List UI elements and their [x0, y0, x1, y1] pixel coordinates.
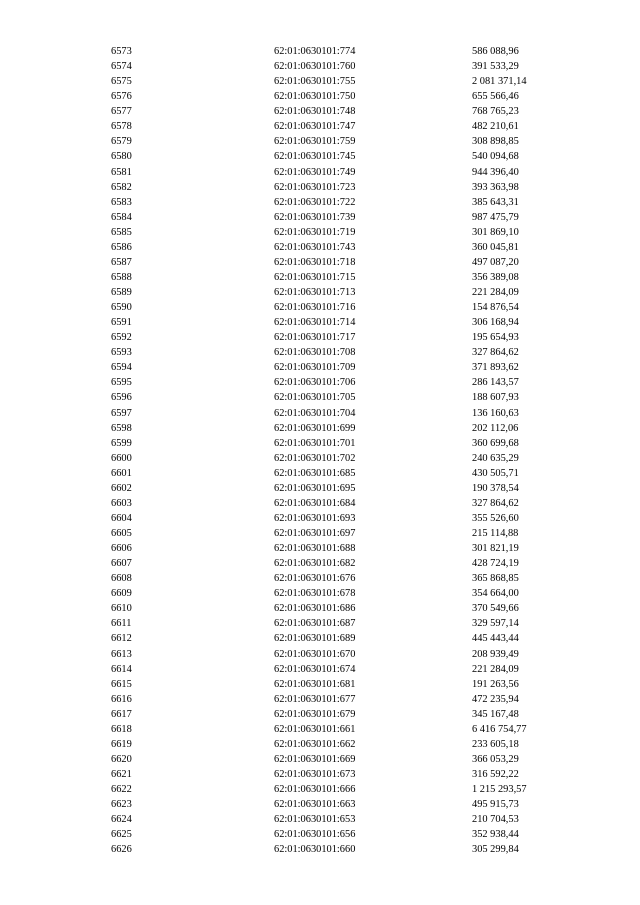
- row-number: 6598: [111, 422, 132, 434]
- table-row: [0, 330, 640, 345]
- table-row: [0, 722, 640, 737]
- cadastral-value: 586 088,96: [472, 46, 519, 57]
- cadastral-number: 62:01:0630101:748: [274, 106, 356, 118]
- row-number: 6615: [111, 678, 132, 690]
- table-row: [0, 842, 640, 857]
- table-row: [0, 737, 640, 752]
- cadastral-value: 428 724,19: [472, 558, 519, 570]
- row-number: 6591: [111, 317, 132, 329]
- table-row: [0, 466, 640, 481]
- row-number: 6606: [111, 543, 132, 555]
- cadastral-number: 62:01:0630101:745: [274, 151, 356, 163]
- cadastral-number: 62:01:0630101:662: [274, 738, 356, 750]
- cadastral-value: 655 566,46: [472, 91, 519, 103]
- cadastral-number: 62:01:0630101:689: [274, 633, 356, 645]
- table-row: [0, 210, 640, 225]
- row-number: 6596: [111, 392, 132, 404]
- cadastral-number: 62:01:0630101:705: [274, 392, 356, 404]
- cadastral-value: 329 597,14: [472, 618, 519, 630]
- table-row: [0, 165, 640, 180]
- table-row: [0, 180, 640, 195]
- cadastral-number: 62:01:0630101:679: [274, 708, 356, 720]
- table-row: [0, 616, 640, 631]
- table-row: [0, 104, 640, 119]
- cadastral-value: 472 235,94: [472, 693, 519, 705]
- table-row: [0, 571, 640, 586]
- row-number: 6612: [111, 633, 132, 645]
- table-row: [0, 406, 640, 421]
- row-number: 6589: [111, 287, 132, 298]
- table-row: [0, 511, 640, 526]
- cadastral-value: 191 263,56: [472, 678, 519, 690]
- cadastral-number: 62:01:0630101:661: [274, 723, 356, 735]
- cadastral-number: 62:01:0630101:660: [274, 844, 356, 856]
- cadastral-number: 62:01:0630101:747: [274, 121, 356, 133]
- row-number: 6625: [111, 829, 132, 841]
- row-number: 6603: [111, 497, 132, 509]
- cadastral-number: 62:01:0630101:709: [274, 362, 356, 374]
- cadastral-value: 345 167,48: [472, 708, 519, 720]
- row-number: 6585: [111, 226, 132, 238]
- cadastral-value: 233 605,18: [472, 738, 519, 750]
- cadastral-value: 6 416 754,77: [472, 723, 527, 735]
- cadastral-value: 308 898,85: [472, 136, 519, 148]
- row-number: 6574: [111, 61, 132, 73]
- cadastral-value: 987 475,79: [472, 211, 519, 223]
- cadastral-value: 445 443,44: [472, 633, 519, 645]
- cadastral-number: 62:01:0630101:715: [274, 271, 356, 283]
- cadastral-value: 195 654,93: [472, 332, 519, 344]
- table-row: [0, 647, 640, 662]
- cadastral-value: 495 915,73: [472, 799, 519, 811]
- table-row: [0, 692, 640, 707]
- cadastral-value: 215 114,88: [472, 528, 519, 539]
- table-row: [0, 315, 640, 330]
- table-row: [0, 677, 640, 692]
- cadastral-value: 355 526,60: [472, 512, 519, 524]
- row-number: 6588: [111, 271, 132, 283]
- cadastral-number: 62:01:0630101:686: [274, 603, 356, 615]
- cadastral-number: 62:01:0630101:755: [274, 76, 356, 88]
- cadastral-number: 62:01:0630101:695: [274, 482, 356, 494]
- row-number: 6599: [111, 437, 132, 449]
- table-row: [0, 240, 640, 255]
- cadastral-number: 62:01:0630101:674: [274, 663, 356, 675]
- cadastral-value: 202 112,06: [472, 422, 519, 434]
- cadastral-value: 352 938,44: [472, 829, 519, 841]
- cadastral-value: 391 533,29: [472, 61, 519, 73]
- row-number: 6604: [111, 512, 132, 524]
- cadastral-number: 62:01:0630101:759: [274, 136, 356, 148]
- row-number: 6622: [111, 784, 132, 796]
- table-row: [0, 421, 640, 436]
- cadastral-number: 62:01:0630101:669: [274, 753, 356, 765]
- table-row: [0, 662, 640, 677]
- cadastral-number: 62:01:0630101:693: [274, 512, 356, 524]
- cadastral-value: 316 592,22: [472, 769, 519, 780]
- row-number: 6595: [111, 377, 132, 389]
- table-row: [0, 707, 640, 722]
- data-table: [0, 44, 640, 857]
- cadastral-number: 62:01:0630101:750: [274, 91, 356, 103]
- cadastral-value: 301 869,10: [472, 226, 519, 238]
- cadastral-number: 62:01:0630101:708: [274, 347, 356, 359]
- table-row: [0, 631, 640, 646]
- cadastral-number: 62:01:0630101:687: [274, 618, 356, 630]
- cadastral-value: 354 664,00: [472, 588, 519, 600]
- table-row: [0, 74, 640, 89]
- cadastral-number: 62:01:0630101:713: [274, 287, 356, 298]
- cadastral-value: 221 284,09: [472, 663, 519, 675]
- row-number: 6607: [111, 558, 132, 570]
- table-row: [0, 556, 640, 571]
- row-number: 6587: [111, 256, 132, 268]
- cadastral-number: 62:01:0630101:739: [274, 211, 356, 223]
- row-number: 6579: [111, 136, 132, 148]
- table-row: [0, 601, 640, 616]
- cadastral-value: 1 215 293,57: [472, 784, 527, 796]
- row-number: 6621: [111, 769, 132, 780]
- cadastral-value: 154 876,54: [472, 302, 519, 314]
- cadastral-value: 210 704,53: [472, 814, 519, 826]
- cadastral-value: 306 168,94: [472, 317, 519, 329]
- table-row: [0, 752, 640, 767]
- table-row: [0, 195, 640, 210]
- cadastral-number: 62:01:0630101:722: [274, 196, 356, 208]
- table-row: [0, 270, 640, 285]
- table-row: [0, 360, 640, 375]
- row-number: 6576: [111, 91, 132, 103]
- row-number: 6586: [111, 241, 132, 253]
- cadastral-number: 62:01:0630101:774: [274, 46, 356, 57]
- table-row: [0, 345, 640, 360]
- table-row: [0, 89, 640, 104]
- row-number: 6623: [111, 799, 132, 811]
- cadastral-value: 385 643,31: [472, 196, 519, 208]
- table-row: [0, 134, 640, 149]
- row-number: 6618: [111, 723, 132, 735]
- row-number: 6605: [111, 528, 132, 539]
- row-number: 6580: [111, 151, 132, 163]
- cadastral-value: 360 699,68: [472, 437, 519, 449]
- table-row: [0, 767, 640, 782]
- table-row: [0, 526, 640, 541]
- row-number: 6583: [111, 196, 132, 208]
- table-row: [0, 285, 640, 300]
- cadastral-number: 62:01:0630101:699: [274, 422, 356, 434]
- cadastral-value: 301 821,19: [472, 543, 519, 555]
- cadastral-value: 944 396,40: [472, 166, 519, 178]
- cadastral-value: 497 087,20: [472, 256, 519, 268]
- row-number: 6624: [111, 814, 132, 826]
- table-row: [0, 390, 640, 405]
- table-row: [0, 59, 640, 74]
- table-row: [0, 255, 640, 270]
- table-row: [0, 827, 640, 842]
- row-number: 6590: [111, 302, 132, 314]
- table-row: [0, 119, 640, 134]
- table-row: [0, 44, 640, 59]
- table-row: [0, 797, 640, 812]
- cadastral-value: 286 143,57: [472, 377, 519, 389]
- row-number: 6581: [111, 166, 132, 178]
- table-row: [0, 586, 640, 601]
- cadastral-number: 62:01:0630101:717: [274, 332, 356, 344]
- row-number: 6601: [111, 467, 132, 479]
- table-row: [0, 812, 640, 827]
- row-number: 6611: [111, 618, 132, 630]
- cadastral-number: 62:01:0630101:677: [274, 693, 356, 705]
- cadastral-value: 188 607,93: [472, 392, 519, 404]
- row-number: 6584: [111, 211, 132, 223]
- table-row: [0, 436, 640, 451]
- cadastral-number: 62:01:0630101:702: [274, 452, 356, 464]
- table-row: [0, 300, 640, 315]
- cadastral-value: 360 045,81: [472, 241, 519, 253]
- cadastral-number: 62:01:0630101:706: [274, 377, 356, 389]
- row-number: 6610: [111, 603, 132, 615]
- cadastral-number: 62:01:0630101:681: [274, 678, 356, 690]
- row-number: 6614: [111, 663, 132, 675]
- row-number: 6619: [111, 738, 132, 750]
- cadastral-value: 540 094,68: [472, 151, 519, 163]
- cadastral-value: 221 284,09: [472, 287, 519, 298]
- cadastral-number: 62:01:0630101:663: [274, 799, 356, 811]
- cadastral-value: 190 378,54: [472, 482, 519, 494]
- cadastral-value: 370 549,66: [472, 603, 519, 615]
- row-number: 6613: [111, 648, 132, 660]
- cadastral-number: 62:01:0630101:701: [274, 437, 356, 449]
- row-number: 6620: [111, 753, 132, 765]
- cadastral-value: 136 160,63: [472, 407, 519, 419]
- row-number: 6609: [111, 588, 132, 600]
- cadastral-value: 2 081 371,14: [472, 76, 527, 88]
- cadastral-number: 62:01:0630101:678: [274, 588, 356, 600]
- table-row: [0, 149, 640, 164]
- row-number: 6597: [111, 407, 132, 419]
- cadastral-value: 366 053,29: [472, 753, 519, 765]
- cadastral-value: 240 635,29: [472, 452, 519, 464]
- row-number: 6602: [111, 482, 132, 494]
- table-row: [0, 451, 640, 466]
- cadastral-number: 62:01:0630101:673: [274, 769, 356, 780]
- row-number: 6600: [111, 452, 132, 464]
- cadastral-number: 62:01:0630101:666: [274, 784, 356, 796]
- cadastral-value: 768 765,23: [472, 106, 519, 118]
- cadastral-number: 62:01:0630101:749: [274, 166, 356, 178]
- cadastral-value: 365 868,85: [472, 573, 519, 585]
- cadastral-number: 62:01:0630101:684: [274, 497, 356, 509]
- cadastral-number: 62:01:0630101:723: [274, 181, 356, 193]
- cadastral-number: 62:01:0630101:704: [274, 407, 356, 419]
- cadastral-number: 62:01:0630101:697: [274, 528, 356, 539]
- cadastral-value: 305 299,84: [472, 844, 519, 856]
- cadastral-number: 62:01:0630101:676: [274, 573, 356, 585]
- cadastral-number: 62:01:0630101:716: [274, 302, 356, 314]
- row-number: 6626: [111, 844, 132, 856]
- cadastral-number: 62:01:0630101:760: [274, 61, 356, 73]
- cadastral-number: 62:01:0630101:682: [274, 558, 356, 570]
- row-number: 6575: [111, 76, 132, 88]
- cadastral-value: 482 210,61: [472, 121, 519, 133]
- cadastral-number: 62:01:0630101:670: [274, 648, 356, 660]
- row-number: 6577: [111, 106, 132, 118]
- row-number: 6573: [111, 46, 132, 57]
- table-row: [0, 496, 640, 511]
- cadastral-number: 62:01:0630101:714: [274, 317, 356, 329]
- cadastral-number: 62:01:0630101:743: [274, 241, 356, 253]
- table-row: [0, 225, 640, 240]
- row-number: 6582: [111, 181, 132, 193]
- row-number: 6594: [111, 362, 132, 374]
- row-number: 6592: [111, 332, 132, 344]
- cadastral-value: 393 363,98: [472, 181, 519, 193]
- table-row: [0, 481, 640, 496]
- table-row: [0, 782, 640, 797]
- row-number: 6578: [111, 121, 132, 133]
- cadastral-number: 62:01:0630101:656: [274, 829, 356, 841]
- row-number: 6617: [111, 708, 132, 720]
- cadastral-value: 208 939,49: [472, 648, 519, 660]
- row-number: 6593: [111, 347, 132, 359]
- row-number: 6616: [111, 693, 132, 705]
- row-number: 6608: [111, 573, 132, 585]
- cadastral-value: 356 389,08: [472, 271, 519, 283]
- cadastral-value: 327 864,62: [472, 497, 519, 509]
- cadastral-number: 62:01:0630101:653: [274, 814, 356, 826]
- cadastral-number: 62:01:0630101:685: [274, 467, 356, 479]
- cadastral-number: 62:01:0630101:718: [274, 256, 356, 268]
- cadastral-number: 62:01:0630101:719: [274, 226, 356, 238]
- cadastral-value: 430 505,71: [472, 467, 519, 479]
- cadastral-value: 371 893,62: [472, 362, 519, 374]
- table-row: [0, 541, 640, 556]
- cadastral-number: 62:01:0630101:688: [274, 543, 356, 555]
- table-row: [0, 375, 640, 390]
- cadastral-value: 327 864,62: [472, 347, 519, 359]
